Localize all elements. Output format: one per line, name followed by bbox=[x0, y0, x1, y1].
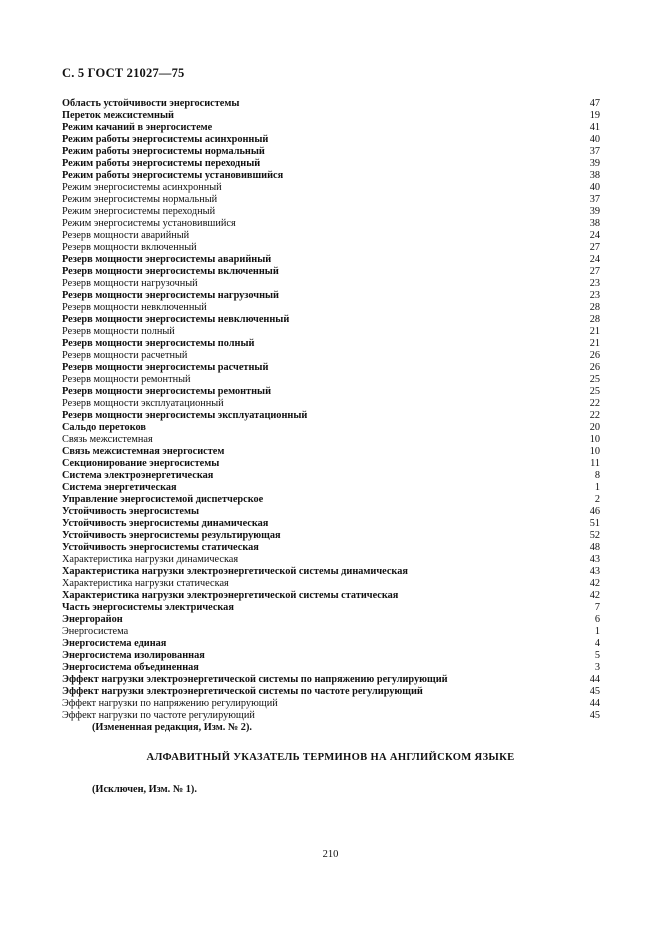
index-entry-term: Резерв мощности эксплуатационный bbox=[62, 398, 224, 409]
index-entry bbox=[62, 458, 600, 470]
index-entry-page: 46 bbox=[589, 506, 600, 517]
index-entry bbox=[62, 614, 600, 626]
index-entry-page: 20 bbox=[589, 422, 600, 433]
index-entry-page: 21 bbox=[589, 338, 600, 349]
index-entry-page: 42 bbox=[589, 590, 600, 601]
index-entry-page: 39 bbox=[589, 158, 600, 169]
index-entry-page: 38 bbox=[589, 218, 600, 229]
index-entry bbox=[62, 662, 600, 674]
index-entry-term: Характеристика нагрузки статическая bbox=[62, 578, 229, 589]
index-entry-term: Энергосистема изолированная bbox=[62, 650, 205, 661]
index-entry bbox=[62, 374, 600, 386]
index-entry-term: Устойчивость энергосистемы результирующая bbox=[62, 530, 281, 541]
index-entry-term: Резерв мощности энергосистемы расчетный bbox=[62, 362, 269, 373]
index-entry-page: 11 bbox=[590, 458, 600, 469]
index-entry-term: Эффект нагрузки электроэнергетической системы по частоте регулирующий bbox=[62, 686, 423, 697]
index-entry-page: 19 bbox=[589, 110, 600, 121]
index-entry-page: 43 bbox=[589, 554, 600, 565]
index-entry bbox=[62, 314, 600, 326]
index-entry bbox=[62, 206, 600, 218]
index-entry bbox=[62, 710, 600, 722]
index-entry-term: Секционирование энергосистемы bbox=[62, 458, 220, 469]
index-entry-term: Резерв мощности нагрузочный bbox=[62, 278, 198, 289]
index-entry-term: Часть энергосистемы электрическая bbox=[62, 602, 234, 613]
index-entry-term: Резерв мощности полный bbox=[62, 326, 175, 337]
index-entry-term: Система энергетическая bbox=[62, 482, 177, 493]
index-entry-page: 27 bbox=[589, 266, 600, 277]
index-entry bbox=[62, 146, 600, 158]
index-entry-term: Резерв мощности энергосистемы невключенный bbox=[62, 314, 290, 325]
index-entry-term: Режим энергосистемы переходный bbox=[62, 206, 216, 217]
index-entry-page: 22 bbox=[589, 410, 600, 421]
index-entry-term: Резерв мощности энергосистемы ремонтный bbox=[62, 386, 272, 397]
index-entry-page: 37 bbox=[589, 194, 600, 205]
index-entry-term: Режим работы энергосистемы асинхронный bbox=[62, 134, 269, 145]
index-entry bbox=[62, 338, 600, 350]
index-entry-page: 42 bbox=[589, 578, 600, 589]
index-entry bbox=[62, 110, 600, 122]
index-entry-term: Устойчивость энергосистемы статическая bbox=[62, 542, 259, 553]
document-header: С. 5 ГОСТ 21027—75 bbox=[62, 66, 185, 80]
index-entry bbox=[62, 602, 600, 614]
section-title: АЛФАВИТНЫЙ УКАЗАТЕЛЬ ТЕРМИНОВ НА АНГЛИЙСКОМ ЯЗЫКЕ bbox=[146, 752, 515, 763]
index-entry-term: Режим энергосистемы асинхронный bbox=[62, 182, 222, 193]
excluded-note: (Исключен, Изм. № 1). bbox=[92, 784, 197, 795]
index-entry bbox=[62, 302, 600, 314]
index-entry-page: 38 bbox=[589, 170, 600, 181]
index-entry-term: Характеристика нагрузки электроэнергетической системы динамическая bbox=[62, 566, 408, 577]
index-entry-page: 26 bbox=[589, 362, 600, 373]
index-entry-page: 51 bbox=[589, 518, 600, 529]
index-entry bbox=[62, 218, 600, 230]
index-entry-page: 48 bbox=[589, 542, 600, 553]
index-entry bbox=[62, 686, 600, 698]
index-entry-page: 28 bbox=[589, 302, 600, 313]
index-entry-page: 1 bbox=[594, 482, 600, 493]
index-entry bbox=[62, 542, 600, 554]
index-entry bbox=[62, 590, 600, 602]
index-entry-term: Режим энергосистемы нормальный bbox=[62, 194, 218, 205]
index-entry-term: Резерв мощности энергосистемы аварийный bbox=[62, 254, 272, 265]
index-entry-term: Резерв мощности включенный bbox=[62, 242, 197, 253]
index-entry-page: 52 bbox=[589, 530, 600, 541]
index-entry-page: 5 bbox=[594, 650, 600, 661]
index-entry bbox=[62, 230, 600, 242]
index-entry-term: Резерв мощности аварийный bbox=[62, 230, 190, 241]
index-entry-term: Режим работы энергосистемы установившийся bbox=[62, 170, 284, 181]
index-entry bbox=[62, 650, 600, 662]
index-entry bbox=[62, 158, 600, 170]
index-entry-page: 25 bbox=[589, 386, 600, 397]
index-entry bbox=[62, 194, 600, 206]
index-entry-term: Устойчивость энергосистемы bbox=[62, 506, 200, 517]
index-entry-term: Характеристика нагрузки электроэнергетической системы статическая bbox=[62, 590, 399, 601]
term-index-list bbox=[62, 98, 600, 722]
index-entry-page: 40 bbox=[589, 134, 600, 145]
index-entry bbox=[62, 482, 600, 494]
index-entry-page: 45 bbox=[589, 686, 600, 697]
index-entry-page: 37 bbox=[589, 146, 600, 157]
index-entry-page: 10 bbox=[589, 434, 600, 445]
index-entry-term: Энергорайон bbox=[62, 614, 123, 625]
index-entry bbox=[62, 698, 600, 710]
index-entry bbox=[62, 362, 600, 374]
index-entry bbox=[62, 578, 600, 590]
index-entry bbox=[62, 350, 600, 362]
index-entry bbox=[62, 398, 600, 410]
index-entry-page: 39 bbox=[589, 206, 600, 217]
index-entry bbox=[62, 254, 600, 266]
index-entry bbox=[62, 122, 600, 134]
index-entry bbox=[62, 470, 600, 482]
index-entry-page: 6 bbox=[594, 614, 600, 625]
index-entry-term: Эффект нагрузки по напряжению регулирующий bbox=[62, 698, 278, 709]
index-entry bbox=[62, 530, 600, 542]
index-entry-term: Связь межсистемная bbox=[62, 434, 153, 445]
index-entry-term: Область устойчивости энергосистемы bbox=[62, 98, 240, 109]
page-number: 210 bbox=[322, 849, 339, 860]
index-entry-term: Сальдо перетоков bbox=[62, 422, 146, 433]
index-entry-term: Резерв мощности невключенный bbox=[62, 302, 207, 313]
index-entry-page: 1 bbox=[594, 626, 600, 637]
index-entry-page: 8 bbox=[594, 470, 600, 481]
index-entry-page: 24 bbox=[589, 230, 600, 241]
index-entry-page: 23 bbox=[589, 290, 600, 301]
index-entry-term: Энергосистема единая bbox=[62, 638, 167, 649]
index-entry-page: 40 bbox=[589, 182, 600, 193]
index-entry bbox=[62, 674, 600, 686]
index-entry-page: 45 bbox=[589, 710, 600, 721]
index-entry-term: Режим работы энергосистемы нормальный bbox=[62, 146, 265, 157]
index-entry-page: 3 bbox=[594, 662, 600, 673]
revision-note: (Измененная редакция, Изм. № 2). bbox=[92, 722, 252, 733]
index-entry-page: 47 bbox=[589, 98, 600, 109]
index-entry-term: Резерв мощности энергосистемы эксплуатационный bbox=[62, 410, 308, 421]
index-entry-term: Резерв мощности ремонтный bbox=[62, 374, 191, 385]
index-entry-page: 10 bbox=[589, 446, 600, 457]
index-entry bbox=[62, 446, 600, 458]
index-entry bbox=[62, 518, 600, 530]
index-entry-page: 41 bbox=[589, 122, 600, 133]
index-entry-term: Режим качаний в энергосистеме bbox=[62, 122, 213, 133]
index-entry-page: 26 bbox=[589, 350, 600, 361]
index-entry bbox=[62, 386, 600, 398]
index-entry-page: 44 bbox=[589, 674, 600, 685]
index-entry bbox=[62, 290, 600, 302]
index-entry bbox=[62, 554, 600, 566]
index-entry-term: Резерв мощности энергосистемы полный bbox=[62, 338, 255, 349]
index-entry-term: Устойчивость энергосистемы динамическая bbox=[62, 518, 269, 529]
index-entry-term: Резерв мощности расчетный bbox=[62, 350, 188, 361]
index-entry-page: 28 bbox=[589, 314, 600, 325]
index-entry bbox=[62, 566, 600, 578]
index-entry-term: Эффект нагрузки электроэнергетической системы по напряжению регулирующий bbox=[62, 674, 448, 685]
index-entry-page: 27 bbox=[589, 242, 600, 253]
index-entry-term: Характеристика нагрузки динамическая bbox=[62, 554, 239, 565]
index-entry-term: Энергосистема объединенная bbox=[62, 662, 199, 673]
index-entry-term: Режим работы энергосистемы переходный bbox=[62, 158, 261, 169]
index-entry bbox=[62, 98, 600, 110]
index-entry-page: 7 bbox=[594, 602, 600, 613]
index-entry-page: 4 bbox=[594, 638, 600, 649]
index-entry-page: 22 bbox=[589, 398, 600, 409]
index-entry-term: Энергосистема bbox=[62, 626, 129, 637]
index-entry bbox=[62, 170, 600, 182]
index-entry bbox=[62, 638, 600, 650]
index-entry-term: Режим энергосистемы установившийся bbox=[62, 218, 236, 229]
index-entry bbox=[62, 134, 600, 146]
index-entry-term: Переток межсистемный bbox=[62, 110, 174, 121]
index-entry bbox=[62, 434, 600, 446]
index-entry bbox=[62, 278, 600, 290]
index-entry-term: Система электроэнергетическая bbox=[62, 470, 214, 481]
index-entry bbox=[62, 242, 600, 254]
index-entry bbox=[62, 506, 600, 518]
index-entry-page: 44 bbox=[589, 698, 600, 709]
index-entry bbox=[62, 410, 600, 422]
index-entry bbox=[62, 626, 600, 638]
index-entry-term: Управление энергосистемой диспетчерское bbox=[62, 494, 264, 505]
index-entry-page: 43 bbox=[589, 566, 600, 577]
index-entry-term: Резерв мощности энергосистемы включенный bbox=[62, 266, 279, 277]
index-entry bbox=[62, 422, 600, 434]
index-entry bbox=[62, 494, 600, 506]
index-entry-term: Связь межсистемная энергосистем bbox=[62, 446, 225, 457]
index-entry-term: Резерв мощности энергосистемы нагрузочный bbox=[62, 290, 279, 301]
index-entry-term: Эффект нагрузки по частоте регулирующий bbox=[62, 710, 255, 721]
index-entry bbox=[62, 326, 600, 338]
index-entry bbox=[62, 182, 600, 194]
index-entry-page: 24 bbox=[589, 254, 600, 265]
index-entry-page: 21 bbox=[589, 326, 600, 337]
index-entry-page: 2 bbox=[594, 494, 600, 505]
index-entry-page: 25 bbox=[589, 374, 600, 385]
index-entry-page: 23 bbox=[589, 278, 600, 289]
index-entry bbox=[62, 266, 600, 278]
